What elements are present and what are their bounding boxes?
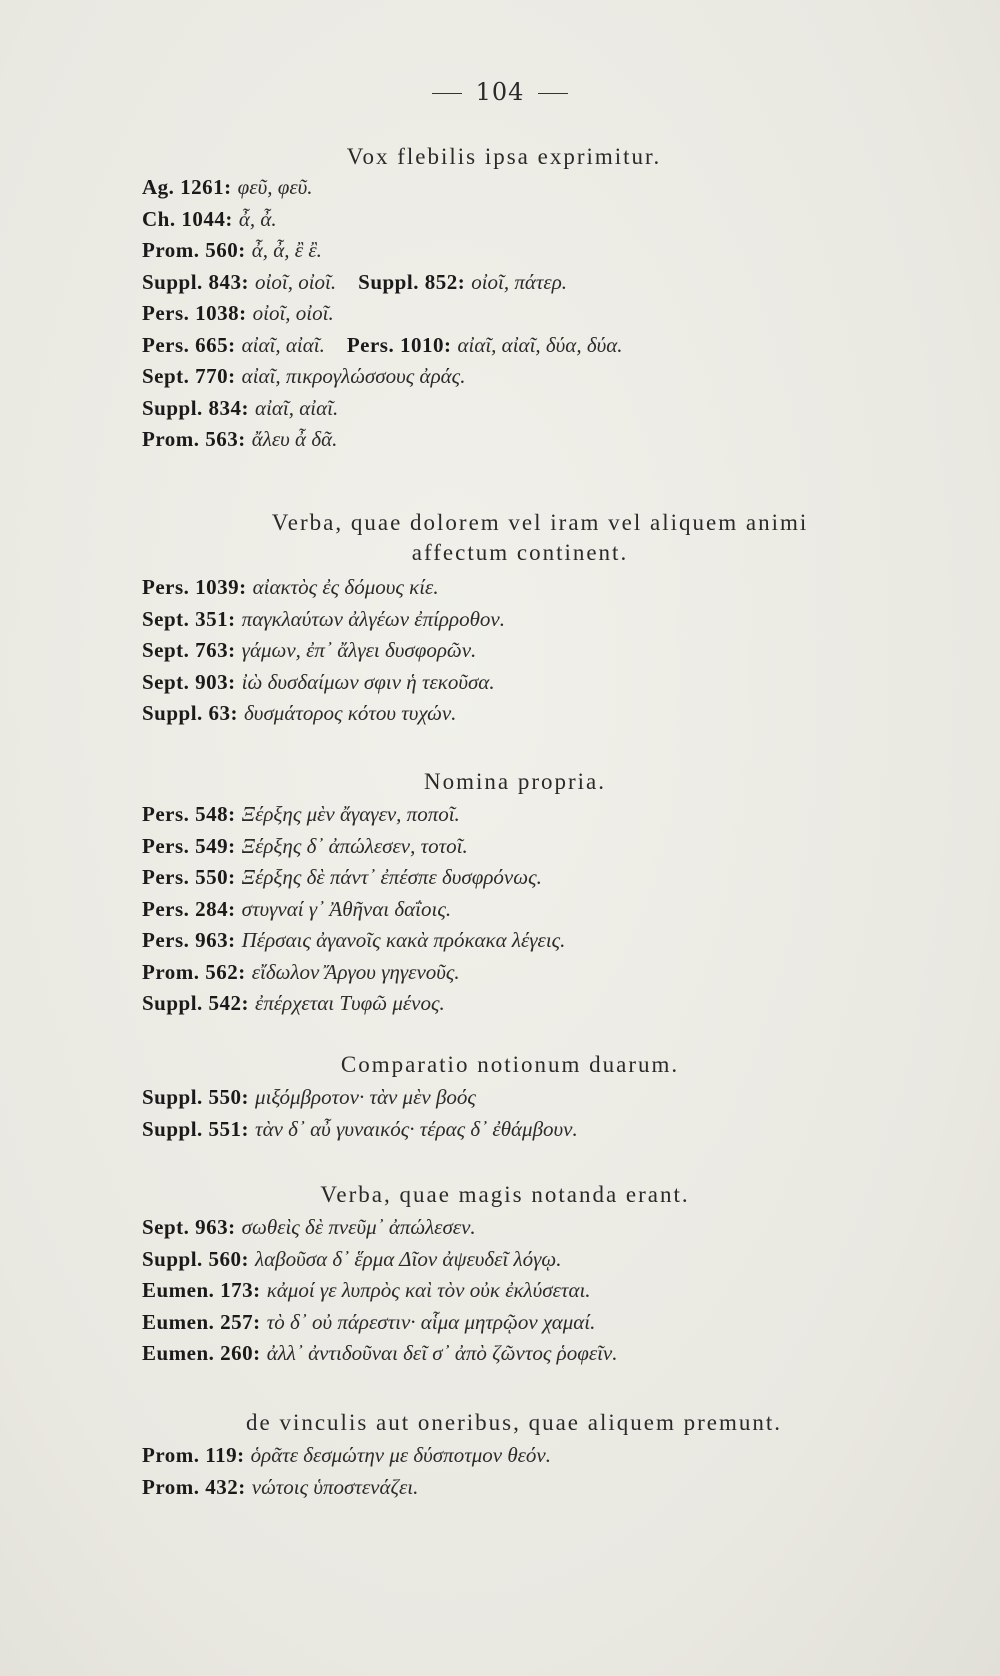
citation-ref: Suppl. 63: bbox=[142, 701, 239, 725]
citation-line bbox=[142, 1212, 1000, 1244]
greek-quote-second: αἰαῖ, αἰαῖ, δύα, δύα. bbox=[457, 332, 623, 357]
section-comparatio bbox=[0, 1050, 1000, 1145]
section-verba-notanda bbox=[0, 1180, 1000, 1370]
citation-line bbox=[142, 831, 1000, 863]
greek-quote: μιξόμβροτον· τὰν μὲν βοός bbox=[255, 1085, 476, 1109]
citation-ref: Eumen. 257: bbox=[142, 1309, 261, 1334]
citation-ref: Sept. 903: bbox=[142, 669, 236, 694]
greek-quote: ἆ, ἆ. bbox=[238, 206, 277, 231]
greek-quote: κἀμοί γε λυπρὸς καὶ τὸν οὐκ ἐκλύσεται. bbox=[266, 1278, 591, 1302]
citation-ref: Pers. 548: bbox=[142, 802, 236, 826]
citation-line bbox=[142, 862, 1000, 894]
citation-ref: Pers. 550: bbox=[142, 865, 236, 889]
citation-line bbox=[142, 925, 1000, 957]
citation-ref: Eumen. 173: bbox=[142, 1278, 261, 1302]
greek-quote: αἰαῖ, αἰαῖ. bbox=[255, 395, 339, 420]
greek-quote: φεῦ, φεῦ. bbox=[237, 175, 313, 199]
citation-line bbox=[142, 172, 1000, 204]
citation-ref: Eumen. 260: bbox=[142, 1341, 261, 1365]
section-heading: Nomina propria. bbox=[423, 769, 606, 794]
citation-line bbox=[142, 1082, 1000, 1114]
citation-ref: Pers. 665: bbox=[142, 332, 236, 357]
greek-quote: Ξέρξης δ᾽ ἀπώλεσεν, τοτοῖ. bbox=[241, 833, 468, 858]
page-number-text: 104 bbox=[475, 78, 525, 106]
citation-ref: Pers. 284: bbox=[142, 896, 236, 921]
greek-quote: γάμων, ἐπ᾽ ἄλγει δυσφορῶν. bbox=[241, 638, 477, 662]
citation-line bbox=[142, 1275, 1000, 1307]
citation-line bbox=[142, 988, 1000, 1020]
citation-ref: Pers. 1039: bbox=[142, 575, 247, 599]
citation-ref: Ch. 1044: bbox=[142, 206, 233, 231]
citation-ref: Pers. 963: bbox=[142, 928, 236, 952]
greek-quote: στυγναί γ᾽ Ἀθῆναι δαΐοις. bbox=[241, 896, 452, 921]
citation-ref: Prom. 560: bbox=[142, 238, 246, 262]
greek-quote: ἐπέρχεται Τυφῶ μένος. bbox=[255, 991, 445, 1015]
citation-line bbox=[142, 204, 1000, 236]
section-heading: Verba, quae magis notanda erant. bbox=[320, 1182, 690, 1207]
citation-line bbox=[142, 698, 1000, 730]
citation-line bbox=[142, 799, 1000, 831]
citation-line bbox=[142, 424, 1000, 456]
citation-line bbox=[142, 635, 1000, 667]
greek-quote: ἄλευ ἆ δᾶ. bbox=[251, 427, 338, 451]
section-heading: Comparatio notionum duarum. bbox=[340, 1052, 680, 1077]
greek-quote: σωθεὶς δὲ πνεῦμ᾽ ἀπώλεσεν. bbox=[241, 1215, 476, 1239]
greek-quote: δυσμάτορος κότου τυχών. bbox=[244, 701, 457, 725]
citation-ref: Prom. 432: bbox=[142, 1474, 246, 1499]
citation-line bbox=[142, 957, 1000, 989]
citation-ref: Pers. 549: bbox=[142, 833, 236, 858]
greek-quote: νώτοις ὑποστενάζει. bbox=[251, 1474, 419, 1499]
citation-ref: Suppl. 551: bbox=[142, 1116, 250, 1141]
greek-quote: ἀλλ᾽ ἀντιδοῦναι δεῖ σ᾽ ἀπὸ ζῶντος ῥοφεῖν. bbox=[266, 1341, 618, 1365]
citation-ref: Sept. 963: bbox=[142, 1215, 236, 1239]
citation-ref: Suppl. 560: bbox=[142, 1246, 250, 1271]
citation-ref-second: Suppl. 852: bbox=[358, 269, 466, 294]
dash-left bbox=[432, 93, 462, 94]
citation-line bbox=[142, 1307, 1000, 1339]
citation-ref: Ag. 1261: bbox=[142, 175, 232, 199]
citation-line bbox=[142, 267, 1000, 299]
greek-quote: Πέρσαις ἀγανοῖς κακὰ πρόκακα λέγεις. bbox=[241, 928, 566, 952]
citation-ref: Prom. 562: bbox=[142, 959, 246, 984]
section-heading-continued: affectum continent. bbox=[411, 540, 629, 565]
citation-ref: Suppl. 550: bbox=[142, 1085, 250, 1109]
section-de-vinculis bbox=[0, 1408, 1000, 1503]
citation-ref: Prom. 119: bbox=[142, 1443, 245, 1467]
citation-ref: Suppl. 834: bbox=[142, 395, 250, 420]
citation-line bbox=[142, 604, 1000, 636]
greek-quote: οἰοῖ, οἰοῖ. bbox=[252, 301, 334, 325]
section-verba-dolorem bbox=[0, 508, 1000, 730]
greek-quote: ὁρᾶτε δεσμώτην με δύσποτμον θεόν. bbox=[250, 1443, 551, 1467]
citation-line bbox=[142, 1114, 1000, 1146]
citation-line bbox=[142, 1244, 1000, 1276]
citation-ref: Sept. 351: bbox=[142, 606, 236, 631]
citation-ref: Suppl. 843: bbox=[142, 269, 250, 294]
greek-quote: οἰοῖ, οἰοῖ. bbox=[255, 269, 337, 294]
citation-ref: Suppl. 542: bbox=[142, 991, 250, 1015]
citation-line bbox=[142, 298, 1000, 330]
section-heading: de vinculis aut oneribus, quae aliquem premunt. bbox=[246, 1410, 782, 1435]
greek-quote: ἰὼ δυσδαίμων σφιν ἡ τεκοῦσα. bbox=[241, 669, 495, 694]
citation-line bbox=[142, 572, 1000, 604]
citation-ref-second: Pers. 1010: bbox=[346, 332, 452, 357]
greek-quote: αἰαῖ, αἰαῖ. bbox=[241, 332, 325, 357]
citation-ref: Sept. 763: bbox=[142, 638, 236, 662]
section-heading: Verba, quae dolorem vel iram vel aliquem animi bbox=[271, 510, 809, 535]
citation-line bbox=[142, 1472, 1000, 1504]
section-nomina-propria bbox=[0, 767, 1000, 1020]
greek-quote: αἰαῖ, πικρογλώσσους ἀράς. bbox=[241, 364, 466, 388]
citation-line bbox=[142, 330, 1000, 362]
citation-line bbox=[142, 235, 1000, 267]
greek-quote-second: οἰοῖ, πάτερ. bbox=[471, 269, 568, 294]
citation-line bbox=[142, 894, 1000, 926]
greek-quote: Ξέρξης μὲν ἄγαγεν, ποποῖ. bbox=[241, 802, 460, 826]
greek-quote: τὰν δ᾽ αὖ γυναικός· τέρας δ᾽ ἐθάμβουν. bbox=[255, 1116, 578, 1141]
greek-quote: ἆ, ἆ, ἒ ἒ. bbox=[251, 238, 322, 262]
citation-ref: Sept. 770: bbox=[142, 364, 236, 388]
citation-ref: Prom. 563: bbox=[142, 427, 246, 451]
section-heading: Vox flebilis ipsa exprimitur. bbox=[346, 144, 662, 169]
citation-line bbox=[142, 361, 1000, 393]
section-vox-flebilis bbox=[0, 142, 1000, 456]
citation-line bbox=[142, 667, 1000, 699]
dash-right bbox=[538, 93, 568, 94]
greek-quote: τὸ δ᾽ οὐ πάρεστιν· αἷμα μητρῷον χαμαί. bbox=[266, 1309, 596, 1334]
greek-quote: αἰακτὸς ἐς δόμους κίε. bbox=[252, 575, 439, 599]
citation-line bbox=[142, 393, 1000, 425]
greek-quote: λαβοῦσα δ᾽ ἕρμα Δῖον ἀψευδεῖ λόγῳ. bbox=[255, 1246, 562, 1271]
greek-quote: Ξέρξης δὲ πάντ᾽ ἐπέσπε δυσφρόνως. bbox=[241, 865, 542, 889]
citation-ref: Pers. 1038: bbox=[142, 301, 247, 325]
greek-quote: εἴδωλον Ἄργου γηγενοῦς. bbox=[251, 959, 460, 984]
citation-line bbox=[142, 1338, 1000, 1370]
greek-quote: παγκλαύτων ἀλγέων ἐπίρροθον. bbox=[241, 606, 505, 631]
citation-line bbox=[142, 1440, 1000, 1472]
page-number bbox=[0, 78, 1000, 106]
